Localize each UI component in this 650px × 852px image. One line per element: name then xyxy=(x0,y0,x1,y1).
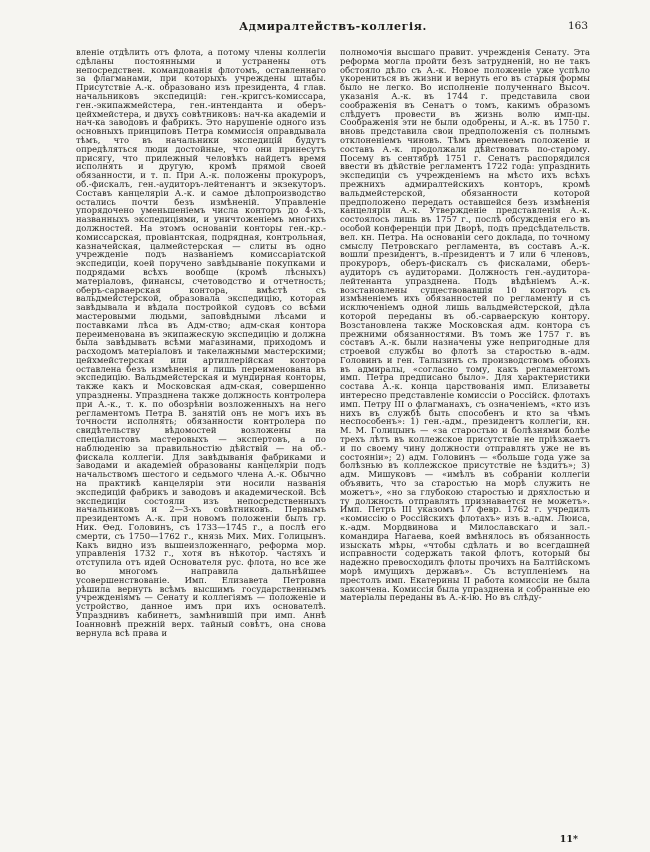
page-header xyxy=(76,20,590,38)
page-number: 163 xyxy=(567,20,588,32)
running-title: Адмиралтействъ-коллегія. xyxy=(239,20,427,33)
right-column-text: полномочія высшаго правит. учрежденія Сенату. Эта реформа могла пройти безъ затрудненій, но не такъ обстояло дѣло съ А.-к. Новое положеніе уже успѣло укорениться въ жизни и вернуть его въ старыя формы было не легко. Во исполненіе полученнаго Высоч. указанія А.-к. въ 1744 г. представила свои соображенія въ Сенатъ о томъ, какимъ образомъ слѣдуетъ провести въ жизнь волю имп-цы. Соображенія эти не были одобрены, и А.-к. въ 1750 г. вновь представила свои предположенія съ полнымъ отклоненіемъ чиновъ. Тѣмъ временемъ положеніе и составъ А.-к. продолжали дѣйствовать по-старому. Посему въ сентябрѣ 1751 г. Сенатъ распорядился ввести въ дѣйствіе регламентъ 1722 года: упразднить экспедиціи съ учрежденіемъ на мѣсто ихъ всѣхъ прежнихъ адмиралтейскихъ конторъ, кромѣ вальдмейстерской, обязанности которой предположено передать оставшейся безъ измѣненія канцеляріи А.-к. Утвержденіе представленія А.-к. состоялось лишь въ 1757 г., послѣ обсужденія его въ особой конференціи при Дворѣ, подъ предсѣдательств. вел. кн. Петра. На основаніи сего доклада, по точному смыслу Петровскаго регламента, въ составъ А.-к. вошли президентъ, в.-президентъ и 7 или 6 членовъ, прокуроръ, оберъ-фискалъ съ фискалами, оберъ-аудиторъ съ аудиторами. Должность ген.-аудитора-лейтенанта упразднена. Подъ вѣдѣніемъ А.-к. возстановлены существовавшія 10 конторъ съ измѣненіемъ ихъ обязанностей по регламенту и съ исключеніемъ одной лишь вальдмейстерской, дѣла которой переданы въ об.-сарваерскую контору. Возстановлена также Московская адм. контора съ прежними обязанностями. Въ томъ же 1757 г. въ составъ А.-к. были назначены уже непригодные для строевой службы во флотѣ за старостью в.-адм. Головинъ и ген. Талызинъ съ производствомъ обоихъ въ адмиралы, «согласно тому, какъ регламентомъ имп. Петра предписано было». Для характеристики состава А.-к. конца царствованія имп. Елизаветы интересно представленіе комиссіи о Россійск. флотахъ имп. Петру III о флагманахъ, съ означеніемъ, «кто изъ нихъ въ службѣ быть способенъ и кто за чѣмъ неспособенъ»: 1) ген.-адм., президентъ коллегіи, кн. М. М. Голицынъ — «за старостью и болѣзнями болѣе трехъ лѣтъ въ коллежское присутствіе не пріѣзжаетъ и по своему чину должности отправлять уже не въ состояніи»; 2) адм. Головинъ — «больше года уже за болѣзнью въ коллежское присутствіе не ѣздитъ»; 3) адм. Мишуковъ — «имѣлъ въ собраніи коллегіи объявить, что за старостью на морѣ служить не можетъ», «но за глубокою старостью и дряхлостью и ту должность отправлять признавается не можетъ». Имп. Петръ III указомъ 17 февр. 1762 г. учредилъ «комиссію о Россійскихъ флотахъ» изъ в.-адм. Люиса, к.-адм. Мордвинова и Милославскаго и зал.-командира Нагаева, коей вмѣнялось въ обязанность изыскать мѣры, «чтобы сдѣлать и во всегдашней исправности содержать такой флотъ, который бы надежно превосходилъ флоты прочихъ на Балтійскомъ морѣ имущихъ державъ». Съ вступленіемъ на престолъ имп. Екатерины II работа комиссіи не была закончена. Комиссія была упразднена и собранные ею матеріалы переданы въ А.-к-ію. Но въ слѣду- xyxy=(340,47,590,603)
signature-mark: 11* xyxy=(559,834,578,845)
left-column-text: вленіе отдѣлить отъ флота, а потому члены коллегіи сдѣланы постоянными и устранены отъ непосредствен. командованія флотомъ, оставленнаго за флагманами, при которыхъ учреждены штабы. Присутствіе А.-к. образовано изъ президента, 4 глав. начальниковъ экспедицій: ген.-кригсъ-комиссара, ген.-экипажмейстера, ген.-интенданта и оберъ-цейхмейстера, и двухъ совѣтниковъ: нач-ка академіи и нач-ка заводовъ и фабрикъ. Это нарушеніе одного изъ основныхъ принциповъ Петра коммиссія оправдывала тѣмъ, что въ начальники экспедицій будутъ опредѣляться люди достойные, что они принесутъ присягу, что прилежный человѣкъ найдетъ время исполнять и другую, кромѣ прямой своей обязанности, и т. п. При А.-к. положены прокуроръ, об.-фискалъ, ген.-аудиторъ-лейтенантъ и экзекуторъ. Составъ канцеляріи А.-к. и самое дѣлопроизводство остались почти безъ измѣненій. Управленіе упорядочено уменьшеніемъ числа конторъ до 4-хъ, названныхъ экспедиціями, и уничтоженіемъ многихъ должностей. На этомъ основаніи конторы ген.-кр.-комиссарская, провіантская, подрядная, контрольная, казначейская, цалмейстерская — слиты въ одно учрежденіе подъ названіемъ комиссаріатской экспедиціи, коей поручено завѣдываніе покупками и подрядами всѣхъ вообще (кромѣ лѣсныхъ) матеріаловъ, финансы, счетоводство и отчетность; оберъ-сарваерская контора, вмѣстѣ съ вальдмейстерской, образовала экспедицію, которая завѣдывала и вѣдала постройкой судовъ со всѣми мастеровыми людьми, заповѣдными лѣсами и поставками лѣса въ Адм-ство; адм-ская контора переименована въ экипажескую экспедицію и должна была завѣдывать всѣми магазинами, приходомъ и расходомъ матеріаловъ и такелажными мастерскими; цейхмейстерская или артиллерійская контора оставлена безъ измѣненія и лишь переименована въ экспедицію. Вальдмейстерская и мундирная конторы, также какъ и Московская адм-ская, совершенно упразднены. Упразднена также должность контролера при А.-к., т. к. по обозрѣніи возложенныхъ на него регламентомъ Петра В. занятій онъ не могъ ихъ въ точности исполнять; обязанности контролера по свидѣтельству вѣдомостей возложены на спеціалистовъ мастеровыхъ — экспертовъ, а по наблюденію за правильностію дѣйствій — на об.-фискала коллегіи. Для завѣдыванія фабриками и заводами и академіей образованы канцеляріи подъ начальствомъ шестого и седьмого члена А.-к. Обычно на практикѣ канцеляріи эти носили названія экспедицій фабрикъ и заводовъ и академической. Всѣ экспедиціи состояли изъ непосредственныхъ начальниковъ и 2—3-хъ совѣтниковъ. Первымъ президентомъ А.-к. при новомъ положеніи былъ гр. Ник. Ѳед. Головинъ, съ 1733—1745 г., а послѣ его смерти, съ 1750—1762 г., князь Мих. Мих. Голицынъ. Какъ видно изъ вышеизложеннаго, реформа мор. управленія 1732 г., хотя въ нѣкотор. частяхъ и отступила отъ идей Основателя рус. флота, но все же во многомъ направила дальнѣйшее усовершенствованіе. Имп. Елизавета Петровна рѣшила вернуть всѣмъ высшимъ государственнымъ учрежденіямъ — Сенату и коллегіямъ — положеніе и устройство, данное имъ при ихъ основателѣ. Упразднивъ кабинетъ, замѣнившій при имп. Аннѣ Іоанновнѣ прежній верх. тайный совѣтъ, она снова вернула всѣ права и xyxy=(76,47,326,638)
text-columns xyxy=(76,48,590,637)
